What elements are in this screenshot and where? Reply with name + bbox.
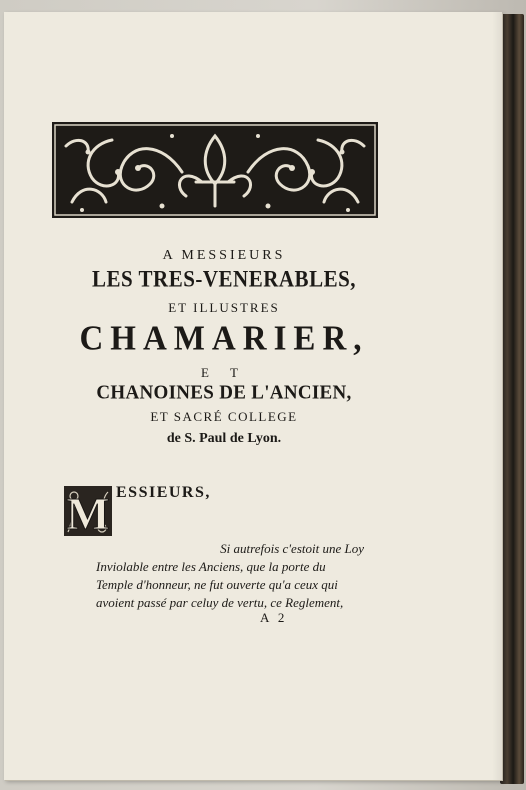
salutation: ESSIEURS, bbox=[116, 484, 211, 501]
dedication-line-st-paul-lyon: de S. Paul de Lyon. bbox=[166, 431, 282, 446]
dropcap-letter: M bbox=[66, 488, 110, 536]
dedication-line-sacre-college: ET SACRÉ COLLEGE bbox=[150, 409, 298, 424]
dedication-line-chamarier: CHAMARIER, bbox=[79, 320, 369, 358]
book-page bbox=[4, 12, 502, 780]
ornamental-headpiece bbox=[52, 122, 378, 218]
letter-body bbox=[96, 540, 364, 612]
letter-line: Temple d'honneur, ne fut ouverte qu'a ceux qui bbox=[96, 577, 338, 592]
signature-mark: A 2 bbox=[260, 610, 288, 625]
letter-line: Si autrefois c'estoit une Loy bbox=[220, 541, 364, 556]
decorated-initial-m bbox=[64, 486, 112, 536]
letter-line: avoient passé par celuy de vertu, ce Reglement, bbox=[96, 595, 344, 610]
dedication-line-chanoines: CHANOINES DE L'ANCIEN, bbox=[96, 381, 352, 404]
letter-line: Inviolable entre les Anciens, que la porte du bbox=[96, 559, 326, 574]
book-binding-edge bbox=[500, 14, 524, 784]
dedication-line-et: E T bbox=[201, 365, 247, 380]
dedication-line-et-illustres: ET ILLUSTRES bbox=[168, 300, 280, 315]
dedication-line-tres-venerables: LES TRES-VENERABLES, bbox=[91, 266, 357, 292]
dedication-line-a-messieurs: A MESSIEURS bbox=[162, 248, 286, 263]
